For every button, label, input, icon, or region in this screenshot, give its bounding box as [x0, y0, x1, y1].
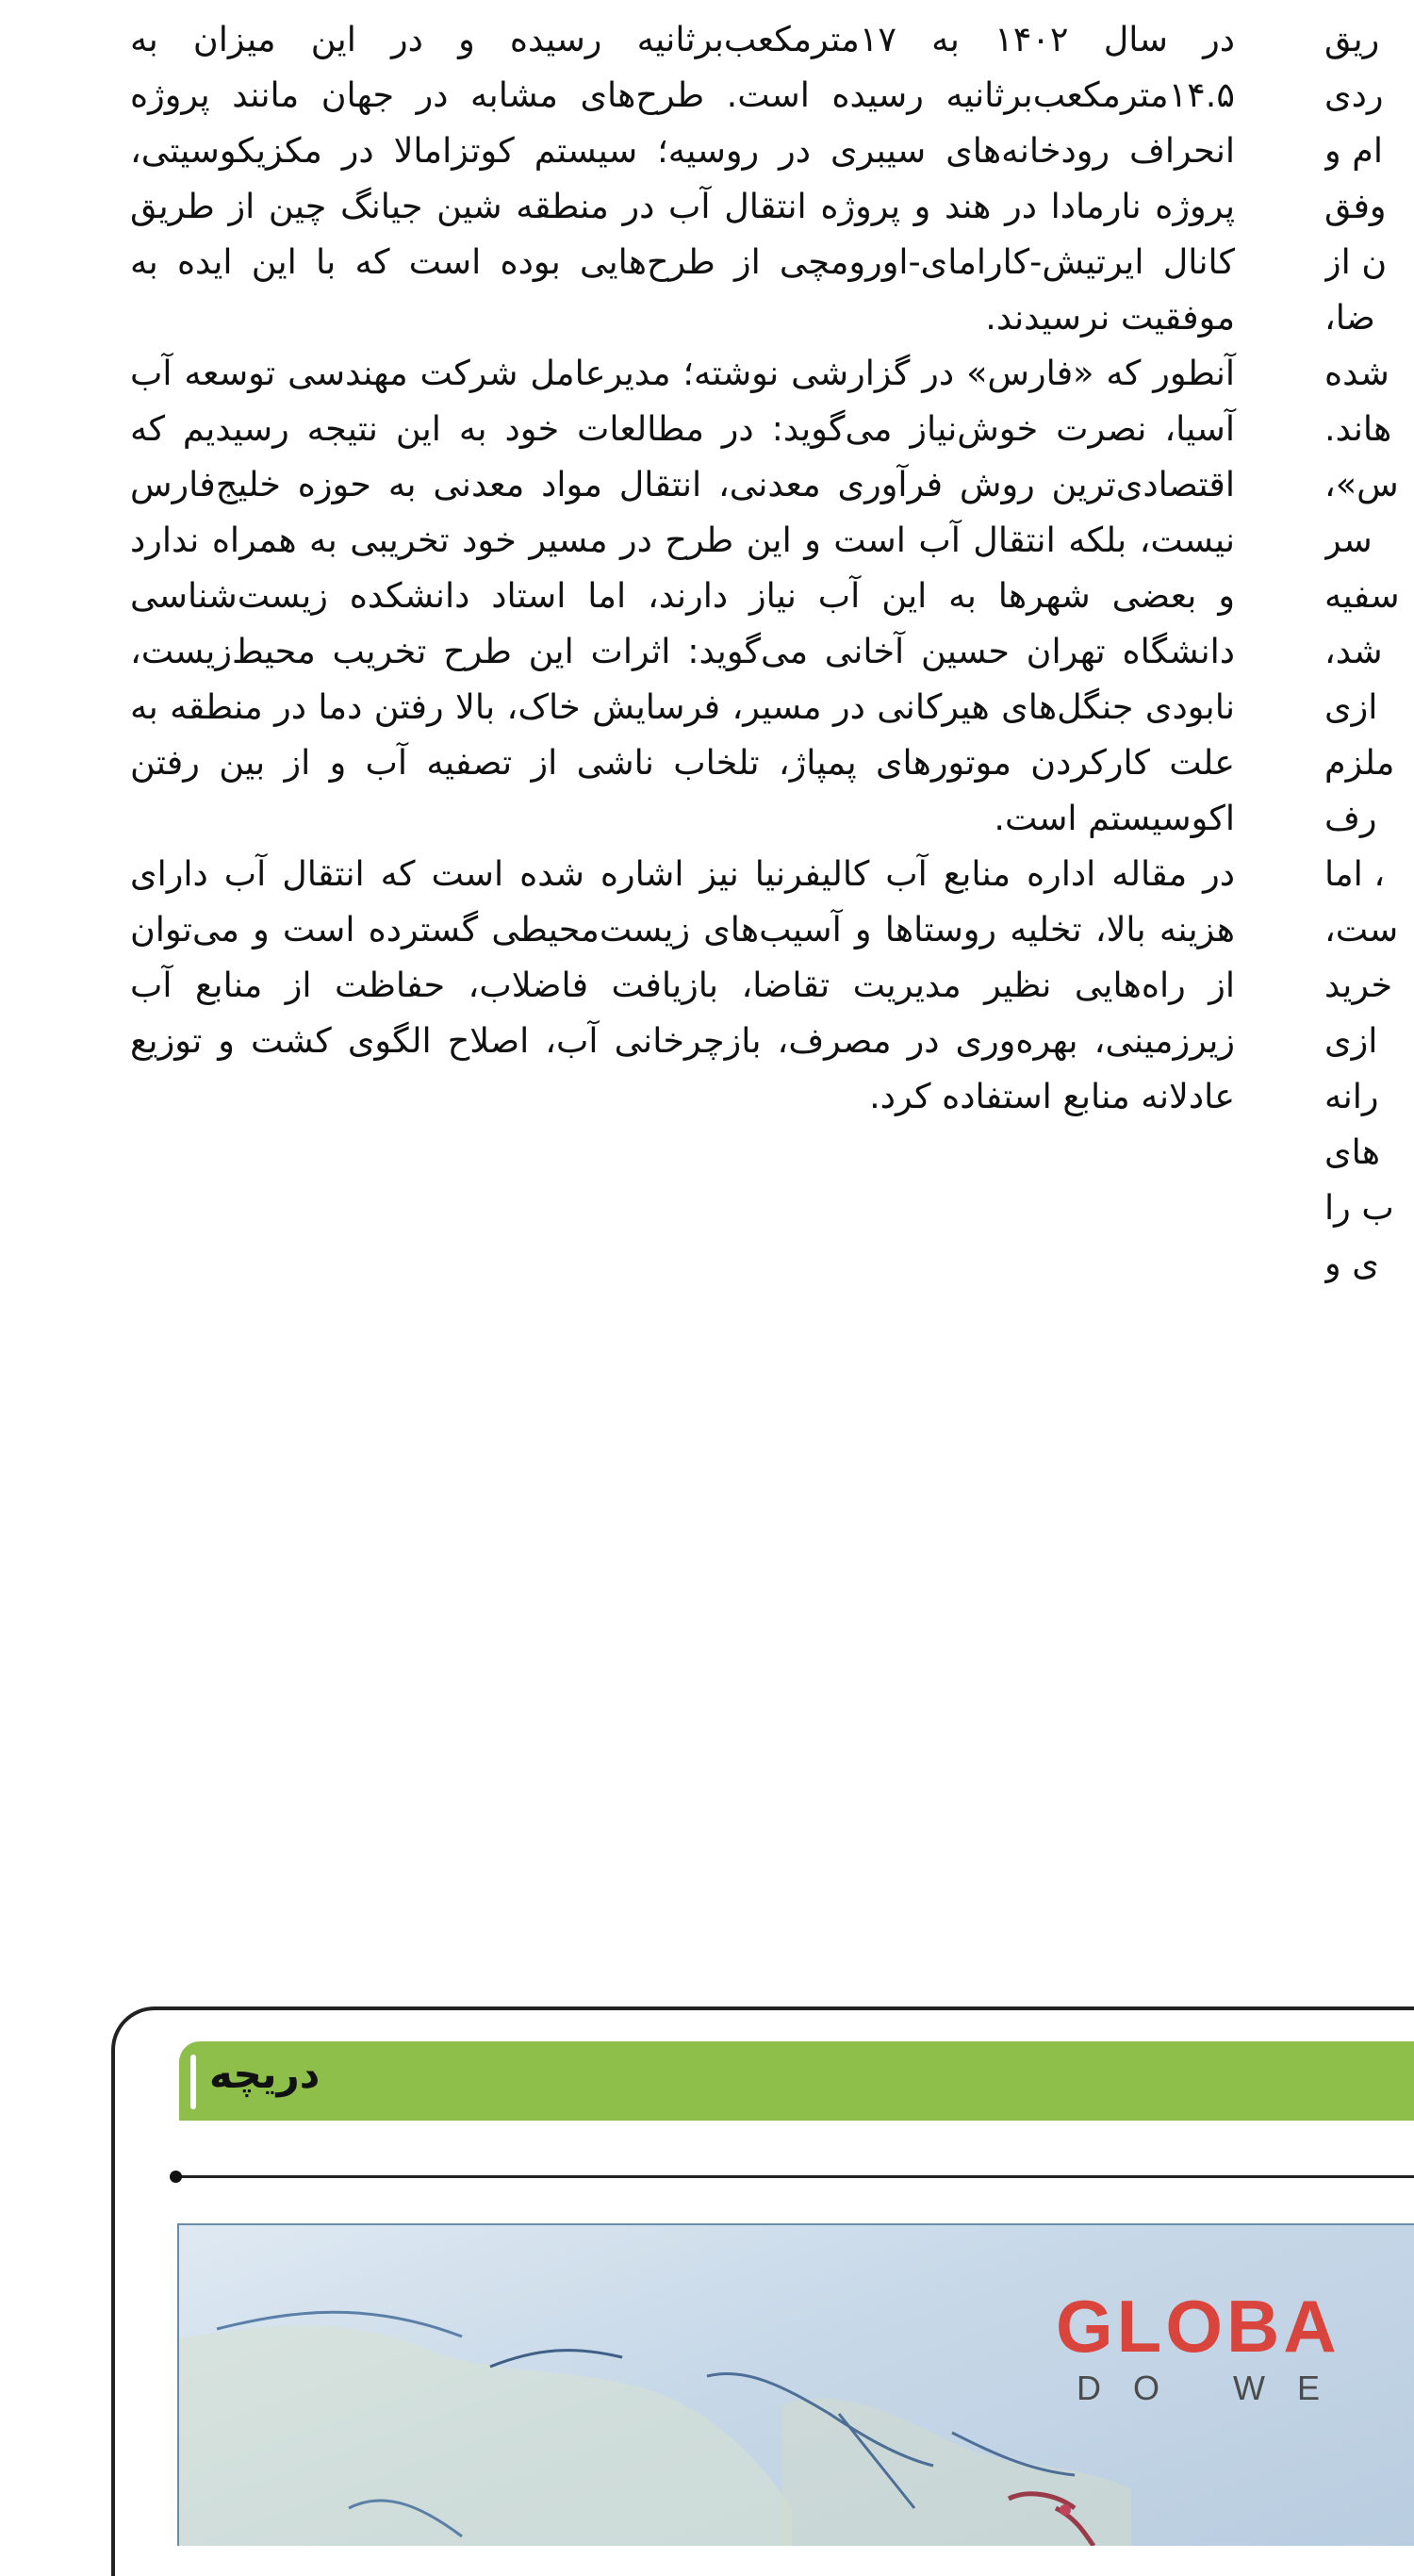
right-column-line: وفق: [1324, 186, 1387, 226]
divider-dot: [170, 2171, 182, 2183]
map-subtitle-text: DO WE: [1077, 2369, 1352, 2407]
right-column-line: ازی: [1324, 686, 1378, 727]
right-column-line: سفیه: [1324, 575, 1400, 616]
sidebar-box-header: [179, 2041, 1414, 2121]
map-title-text: GLOBA: [1056, 2285, 1340, 2368]
right-column-line: های: [1324, 1131, 1380, 1172]
right-column-line: ریق: [1324, 19, 1380, 59]
right-column-line: سر: [1324, 520, 1373, 560]
article-paragraph-3: در مقاله اداره منابع آب کالیفرنیا نیز اشاره شده است که انتقال آب دارای هزینه بالا، تخلیه روستاها و آسیب‌های زیست‌محیطی گسترده است و می‌توان از راه‌هایی نظیر مدیریت تقاضا، بازیافت فاضلاب، حفاظت از منابع آب زیرزمینی، بهره‌وری در مصرف، بازچرخانی آب، اصلاح الگوی کشت و توزیع عادلانه منابع استفاده کرد.: [130, 853, 1235, 1116]
divider-line: [177, 2175, 1414, 2178]
right-column-line: رف: [1324, 798, 1377, 838]
right-column-line: ن از: [1324, 241, 1388, 282]
right-column-line: خرید: [1324, 965, 1393, 1005]
right-column-line: شده: [1324, 353, 1389, 393]
right-column-line: شد،: [1324, 631, 1383, 671]
header-tab-marker: [190, 2055, 196, 2109]
article-right-column-cropped: [1324, 11, 1414, 1291]
right-column-line: ب را: [1324, 1187, 1394, 1228]
right-column-line: ام و: [1324, 130, 1383, 171]
right-column-line: رانه: [1324, 1076, 1379, 1116]
sidebar-box-title: دریچه: [209, 2051, 321, 2097]
right-column-line: ست،: [1324, 909, 1399, 949]
article-paragraph-1: در سال ۱۴۰۲ به ۱۷مترمکعب‌برثانیه رسیده و در این میزان به ۱۴.۵مترمکعب‌برثانیه رسیده است. طرح‌های مشابه در جهان مانند پروژه انحراف رودخانه‌های سیبری در روسیه؛ سیستم کوتزامالا در مکزیکوسیتی، پروژه نارمادا در هند و پروژه انتقال آب در منطقه شین جیانگ چین از طریق کانال ایرتیش-کارامای-اورومچی از طرح‌هایی بوده است که با این ایده به موفقیت نرسیدند.: [130, 19, 1235, 338]
right-column-line: هاند.: [1324, 408, 1392, 449]
right-column-line: ضا،: [1324, 297, 1375, 338]
map-image: [177, 2223, 1414, 2546]
right-column-line: ردی: [1324, 74, 1384, 115]
right-column-line: س»،: [1324, 464, 1399, 504]
article-paragraph-2: آنطور که «فارس» در گزارشی نوشته؛ مدیرعامل شرکت مهندسی توسعه آب آسیا، نصرت خوش‌نیاز می‌گوید: در مطالعات خود به این نتیجه رسیدیم که اقتصادی‌ترین روش فرآوری معدنی، انتقال مواد معدنی به حوزه خلیج‌فارس نیست، بلکه انتقال آب است و این طرح در مسیر خود تخریبی به همراه ندارد و بعضی شهرها به این آب نیاز دارند، اما استاد دانشکده زیست‌شناسی دانشگاه تهران حسین آخانی می‌گوید: اثرات این طرح تخریب محیط‌زیست، نابودی جنگل‌های هیرکانی در مسیر، فرسایش خاک، بالا رفتن دما در منطقه به علت کارکردن موتورهای پمپاژ، تلخاب ناشی از تصفیه آب و از بین رفتن اکوسیستم است.: [130, 353, 1235, 838]
right-column-line: ملزم: [1324, 742, 1395, 783]
article-main-column: [130, 11, 1235, 1124]
right-column-line: ، اما: [1324, 853, 1386, 894]
right-column-line: ازی: [1324, 1020, 1378, 1061]
right-column-line: ی و: [1324, 1243, 1379, 1283]
